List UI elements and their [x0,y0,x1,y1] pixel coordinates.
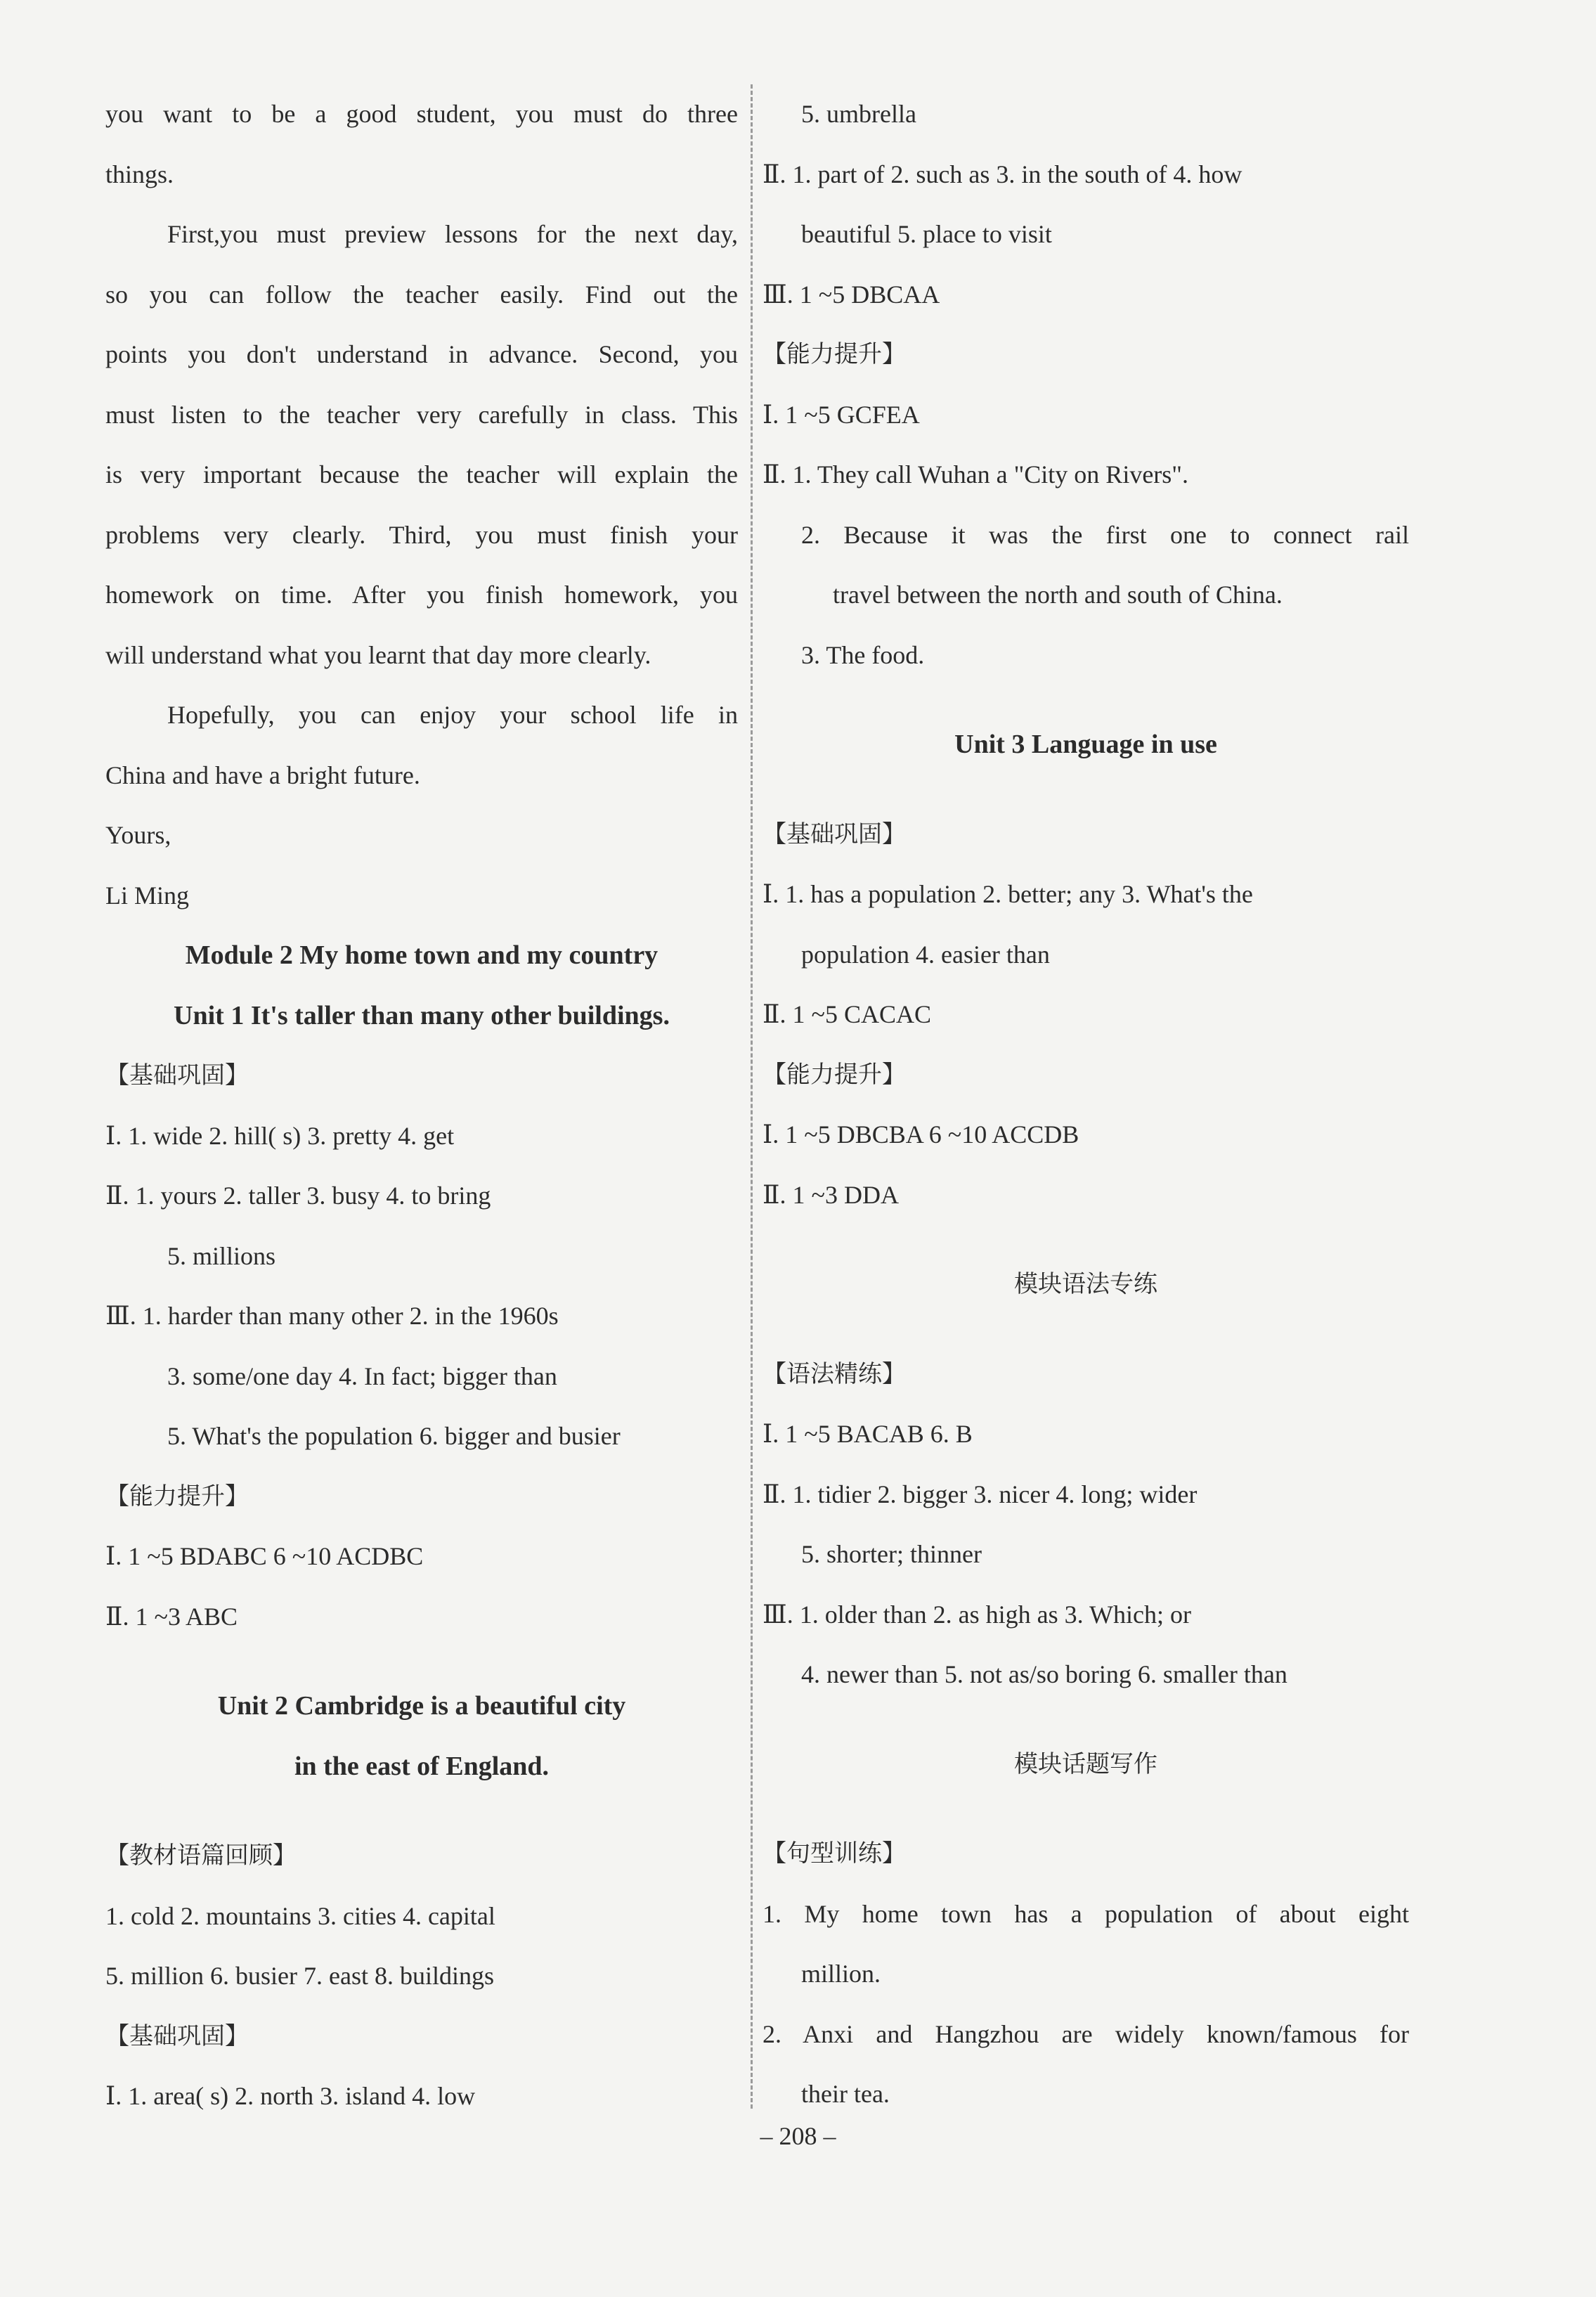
text-line: must listen to the teacher very carefully in class. This [105,400,738,429]
text-line: Ⅱ. 1. tidier 2. bigger 3. nicer 4. long; wider [763,1480,1198,1508]
text-line: beautiful 5. place to visit [801,220,1052,248]
text-line: Ⅱ. 1. They call Wuhan a "City on Rivers". [763,460,1188,488]
text-line: 2. Because it was the first one to connect rail [801,520,1409,549]
section-label: 【基础巩固】 [105,1061,249,1089]
text-line: 5. What's the population 6. bigger and busier [167,1422,621,1450]
text-line: so you can follow the teacher easily. Find out the [105,280,738,309]
text-line: population 4. easier than [801,940,1050,969]
section-label: 【教材语篇回顾】 [105,1842,297,1870]
section-label: 模块话题写作 [1014,1749,1157,1778]
text-line: points you don't understand in advance. Second, you [105,340,738,368]
right-column [763,84,1409,2125]
spacer [763,1315,1409,1345]
section-label: 【能力提升】 [763,1060,906,1089]
text-line: 5. umbrella [801,100,916,128]
text-line: Ⅱ. 1 ~3 DDA [763,1180,899,1209]
page-number: – 208 – [760,2122,836,2150]
section-heading: Unit 2 Cambridge is a beautiful city [217,1691,626,1721]
column-divider [751,84,753,2109]
spacer [105,1797,738,1826]
spacer [763,1225,1409,1255]
spacer [763,1705,1409,1735]
text-line: 2. Anxi and Hangzhou are widely known/famous for [763,2019,1409,2048]
section-label: 【基础巩固】 [763,820,906,848]
spacer [763,685,1409,715]
text-line: 5. shorter; thinner [801,1540,982,1568]
text-line: Yours, [105,821,171,849]
text-line: million. [801,1960,881,1988]
spacer [763,1794,1409,1824]
section-heading: Unit 1 It's taller than many other buildings. [174,1000,670,1030]
text-line: Ⅲ. 1. harder than many other 2. in the 1960s [105,1302,559,1330]
section-label: 【句型训练】 [763,1839,906,1868]
section-heading: Module 2 My home town and my country [185,940,658,970]
text-line: homework on time. After you finish homework, you [105,581,738,609]
spacer [105,1647,738,1676]
text-line: Ⅱ. 1 ~5 CACAC [763,1000,931,1028]
section-heading: Unit 3 Language in use [954,730,1217,759]
text-line: 3. some/one day 4. In fact; bigger than [167,1361,557,1390]
section-label: 【能力提升】 [105,1482,249,1510]
text-line: 4. newer than 5. not as/so boring 6. smaller than [801,1660,1287,1688]
text-line: Ⅱ. 1. part of 2. such as 3. in the south of 4. how [763,160,1243,188]
text-line: Ⅰ. 1. has a population 2. better; any 3. What's the [763,880,1253,908]
text-line: will understand what you learnt that day more clearly. [105,640,651,669]
section-label: 【基础巩固】 [105,2021,249,2050]
section-label: 【语法精练】 [763,1359,906,1388]
text-line: Ⅲ. 1 ~5 DBCAA [763,280,940,309]
section-label: 模块语法专练 [1014,1270,1157,1298]
text-line: Ⅲ. 1. older than 2. as high as 3. Which; or [763,1600,1191,1629]
text-line: 5. million 6. busier 7. east 8. buildings [105,1962,494,1990]
text-line: 1. My home town has a population of about eight [763,1899,1409,1928]
text-line: travel between the north and south of China. [833,581,1283,609]
text-line: Ⅱ. 1. yours 2. taller 3. busy 4. to bring [105,1182,491,1210]
text-line: 5. millions [167,1241,276,1270]
text-line: Ⅰ. 1 ~5 GCFEA [763,400,920,429]
text-line: problems very clearly. Third, you must finish your [105,520,738,549]
text-line: is very important because the teacher will explain the [105,460,738,488]
section-heading: in the east of England. [294,1751,550,1781]
text-line: you want to be a good student, you must do three [105,100,738,128]
text-line: their tea. [801,2080,890,2108]
text-line: Ⅱ. 1 ~3 ABC [105,1602,238,1631]
text-line: Ⅰ. 1 ~5 BACAB 6. B [763,1420,973,1448]
text-line: 1. cold 2. mountains 3. cities 4. capital [105,1901,495,1930]
text-line: 3. The food. [801,640,925,669]
text-line: things. [105,160,174,188]
left-column [105,84,738,2127]
text-line: Hopefully, you can enjoy your school life in [167,701,738,729]
text-line: Ⅰ. 1 ~5 BDABC 6 ~10 ACDBC [105,1542,424,1570]
text-line: China and have a bright future. [105,761,420,789]
text-line: Li Ming [105,881,190,910]
text-line: Ⅰ. 1. area( s) 2. north 3. island 4. low [105,2082,476,2110]
spacer [763,775,1409,805]
text-line: Ⅰ. 1 ~5 DBCBA 6 ~10 ACCDB [763,1120,1079,1148]
section-label: 【能力提升】 [763,340,906,368]
text-line: Ⅰ. 1. wide 2. hill( s) 3. pretty 4. get [105,1121,455,1150]
text-line: First,you must preview lessons for the next day, [167,220,738,248]
